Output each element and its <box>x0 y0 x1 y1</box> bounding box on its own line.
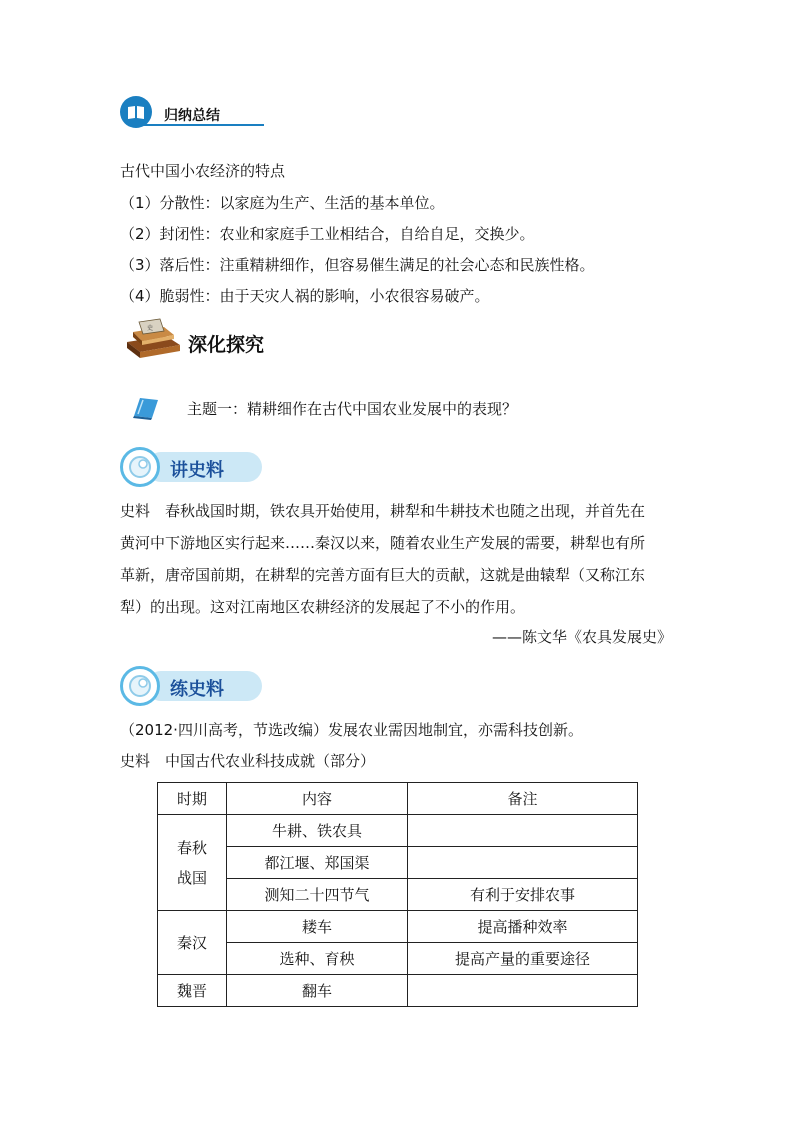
gear-icon <box>120 447 160 487</box>
practice-bar <box>120 666 265 706</box>
table-header-cell: 内容 <box>227 783 408 815</box>
summary-intro: 古代中国小农经济的特点 <box>120 162 286 180</box>
lecture-line: 犁）的出现。这对江南地区农耕经济的发展起了不小的作用。 <box>120 598 526 616</box>
lecture-line: 史料 春秋战国时期，铁农具开始使用，耕犁和牛耕技术也随之出现，并首先在 <box>120 502 646 520</box>
summary-point: （3）落后性：注重精耕细作，但容易催生满足的社会心态和民族性格。 <box>120 256 595 274</box>
lecture-line: 革新，唐帝国前期，在耕犁的完善方面有巨大的贡献，这就是曲辕犁（又称江东 <box>120 566 646 584</box>
books-icon <box>124 318 182 360</box>
table-row <box>158 815 638 847</box>
summary-point: （2）封闭性：农业和家庭手工业相结合，自给自足，交换少。 <box>120 225 535 243</box>
period-cell: 秦汉 <box>158 911 227 975</box>
blue-book-icon <box>130 394 162 420</box>
note-cell: 有利于安排农事 <box>408 879 638 911</box>
content-cell: 测知二十四节气 <box>227 879 408 911</box>
table-row <box>158 943 638 975</box>
content-cell: 选种、育秧 <box>227 943 408 975</box>
table-row <box>158 847 638 879</box>
table-caption: 史料 中国古代农业科技成就（部分） <box>120 752 376 770</box>
period-cell: 魏晋 <box>158 975 227 1007</box>
content-cell: 翻车 <box>227 975 408 1007</box>
table-header-cell: 时期 <box>158 783 227 815</box>
note-cell <box>408 815 638 847</box>
table-row <box>158 911 638 943</box>
lecture-bar-label: 讲史料 <box>170 460 224 481</box>
table-header-row <box>158 783 638 815</box>
table-header-cell: 备注 <box>408 783 638 815</box>
content-cell: 都江堰、郑国渠 <box>227 847 408 879</box>
lecture-source: ——陈文华《农具发展史》 <box>491 628 672 646</box>
summary-header <box>120 96 265 130</box>
period-text: 春秋战国 <box>176 838 207 887</box>
achievements-table <box>157 782 638 1007</box>
gear-icon <box>120 666 160 706</box>
content-cell: 耧车 <box>227 911 408 943</box>
lecture-line: 黄河中下游地区实行起来……秦汉以来，随着农业生产发展的需要，耕犁也有所 <box>120 534 646 552</box>
topic-text: 主题一：精耕细作在古代中国农业发展中的表现？ <box>187 400 518 418</box>
lecture-bar <box>120 447 265 487</box>
note-cell: 提高播种效率 <box>408 911 638 943</box>
practice-intro: （2012·四川高考，节选改编）发展农业需因地制宜，亦需科技创新。 <box>120 721 583 739</box>
table-row <box>158 879 638 911</box>
summary-point: （1）分散性：以家庭为生产、生活的基本单位。 <box>120 194 445 212</box>
books-icon-label: 史 <box>147 325 154 332</box>
practice-bar-label: 练史料 <box>170 679 224 700</box>
period-cell <box>158 815 227 911</box>
note-cell: 提高产量的重要途径 <box>408 943 638 975</box>
note-cell <box>408 975 638 1007</box>
content-cell: 牛耕、铁农具 <box>227 815 408 847</box>
summary-point: （4）脆弱性：由于天灾人祸的影响，小农很容易破产。 <box>120 287 490 305</box>
table-row <box>158 975 638 1007</box>
note-cell <box>408 847 638 879</box>
section-title: 深化探究 <box>188 334 265 356</box>
summary-title: 归纳总结 <box>164 108 220 124</box>
